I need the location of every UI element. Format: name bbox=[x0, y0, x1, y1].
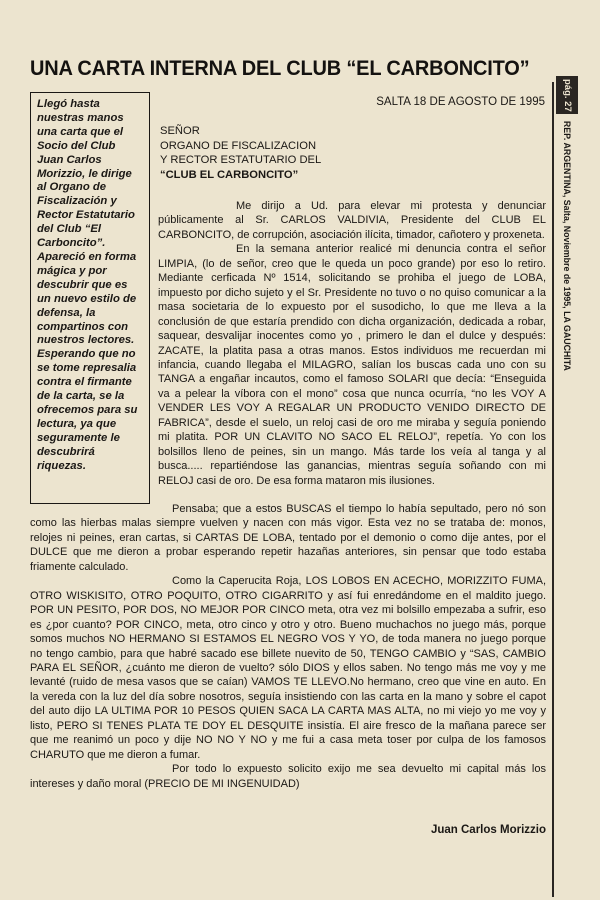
editorial-note-box bbox=[30, 92, 150, 504]
editorial-note-text: Llegó hasta nuestras manos una carta que el Socio del Club Juan Carlos Morizzio, le dirige al Organo de Fiscalización y Rector Estatutario del Club “El Carboncito”. Apareció en forma mágica y por descubrir que es un nuevo estilo de defensa, la compartinos con nuestros lectores. Esperando que no se tome represalia contra el firmante de la carta, se la ofrecemos para su lectura, ya que seguramente le descubrirá riquezas. bbox=[37, 98, 138, 472]
letter-paragraph: Me dirijo a Ud. para elevar mi protesta y denunciar públicamente al Sr. CARLOS VALDIVIA, Presidente del CLUB EL CARBONCITO, de corrupción, asociación ilícita, timador, cañotero y proxeneta. bbox=[158, 200, 546, 241]
letter-body-full bbox=[30, 502, 546, 791]
addressee-line: ORGANO DE FISCALIZACION bbox=[160, 139, 317, 152]
letter-date: SALTA 18 DE AGOSTO DE 1995 bbox=[376, 96, 545, 108]
letter-paragraph: En la semana anterior realicé mi denuncia contra el señor LIMPIA, (lo de señor, creo que le queda un poco grande) por eso lo retiro. Mediante cerficada Nº 1514, solicitando se prohiba el juego de LOBA, impuesto por dicho sujeto y el Sr. Presidente no tuvo o no quiso comunicar a la masa societaria de lo expuesto por el susodicho, lo que me lleva a la conclusión de que estaría prendido con dicha organización, dedicada a robar, saquear, desvalijar inocentes como yo , primero le dan el dulce y después: ZACATE, la platita pasa a otras manos. Estos individuos me recuerdan mi infancia, cuando llegaba el MILAGRO, salían los buscas cada uno con su TANGA a engañar incautos, como el famoso SOLARI que decía: “Enseguida va a pelear la víbora con el mono” cosa que nunca ocurría, “no les VOY A VENDER LES VOY A REGALAR UN PRODUCTO VENIDO DIRECTO DE FABRICA”, desde el suelo, un reloj casi de oro me miraba y seguía poniendo mi platita. POR UN CLAVITO NO SACO EL RELOJ”, repetía. Yo con los bolsillos lleno de peines, sin un mango. Más tarde los veía al tanga y al busca..... repartiéndose las ganancias, mientras seguía soñando con mi RELOJ casi de oro. De esa forma mataron mis ilusiones. bbox=[158, 243, 546, 487]
letter-signature: Juan Carlos Morizzio bbox=[430, 824, 546, 836]
addressee-line: SEÑOR bbox=[160, 125, 200, 137]
addressee-line: “CLUB EL CARBONCITO” bbox=[160, 168, 299, 181]
letter-paragraph: Por todo lo expuesto solicito exijo me sea devuelto mi capital más los intereses y daño moral (PRECIO DE MI INGENUIDAD) bbox=[30, 763, 546, 790]
addressee-line: Y RECTOR ESTATUTARIO DEL bbox=[160, 154, 322, 166]
letter-body-narrow bbox=[158, 199, 546, 488]
letter-paragraph: Como la Caperucita Roja, LOS LOBOS EN ACECHO, MORIZZITO FUMA, OTRO WISKISITO, OTRO POQUITO, OTRO CIGARRITO y así fui enredándome en el maldito juego. POR UN PESITO, POR DOS, NO MEJOR POR CINCO meta, otra vez mi bolsillo empezaba a sufrir, eso es ¿por cuanto? POR CINCO, meta, otro cinco y otro y otro. Bueno muchachos no juego más, porque somos muchos NO HERMANO SI ESTAMOS EL NEGRO VOS Y YO, de toda manera no juego porque no tengo cambio, para que habré sacado ese billete nuevito de 50, TENGO CAMBIO y “SAS, CAMBIO PARA EL SEÑOR, ¿cuánto me dieron de vuelto? sólo DIOS y ellos saben. No tengo más me voy y me levanté (ruido de mesa vasos que se caían) VAMOS TE LLEVO.No hermano, creo que vine en auto. En la vereda con la luz del día sobre nosotros, seguía insistiendo con las carta en la mano y sobre el capot del auto dijo LA ULTIMA POR 10 PESOS QUIEN SACA LA CARTA MAS ALTA, no mi viejo yo me voy y listo, PERO SI TENES PLATA TE DOY EL DESQUITE insistía. El aire fresco de la mañana parece ser que me reanimó un poco y dije NO NO Y NO y me fui a casa meta toser por culpa de los famosos CHARUTO que me dieron a fumar. bbox=[30, 575, 546, 761]
spine-rule bbox=[552, 82, 554, 897]
article-title: UNA CARTA INTERNA DEL CLUB “EL CARBONCITO” bbox=[30, 56, 530, 80]
letter-paragraph: Pensaba; que a estos BUSCAS el tiempo lo había sepultado, pero nó son como las hierbas malas siempre vuelven y nacen con más vigor. Esta vez no se trataba de: monos, relojes ni peines, eran cartas, si CARTAS DE LOBA, tentado por el demonio o como dije antes, por el DULCE que me dieron a probar esperando repetir hazañas anteriores, sin pensar que todo estaba friamente calculado. bbox=[30, 503, 546, 573]
publication-line: REP. ARGENTINA, Salta, Noviembre de 1995, LA GAUCHITA bbox=[562, 120, 572, 371]
page-number: pág. 27 bbox=[562, 78, 573, 112]
letter-addressee bbox=[160, 124, 440, 182]
